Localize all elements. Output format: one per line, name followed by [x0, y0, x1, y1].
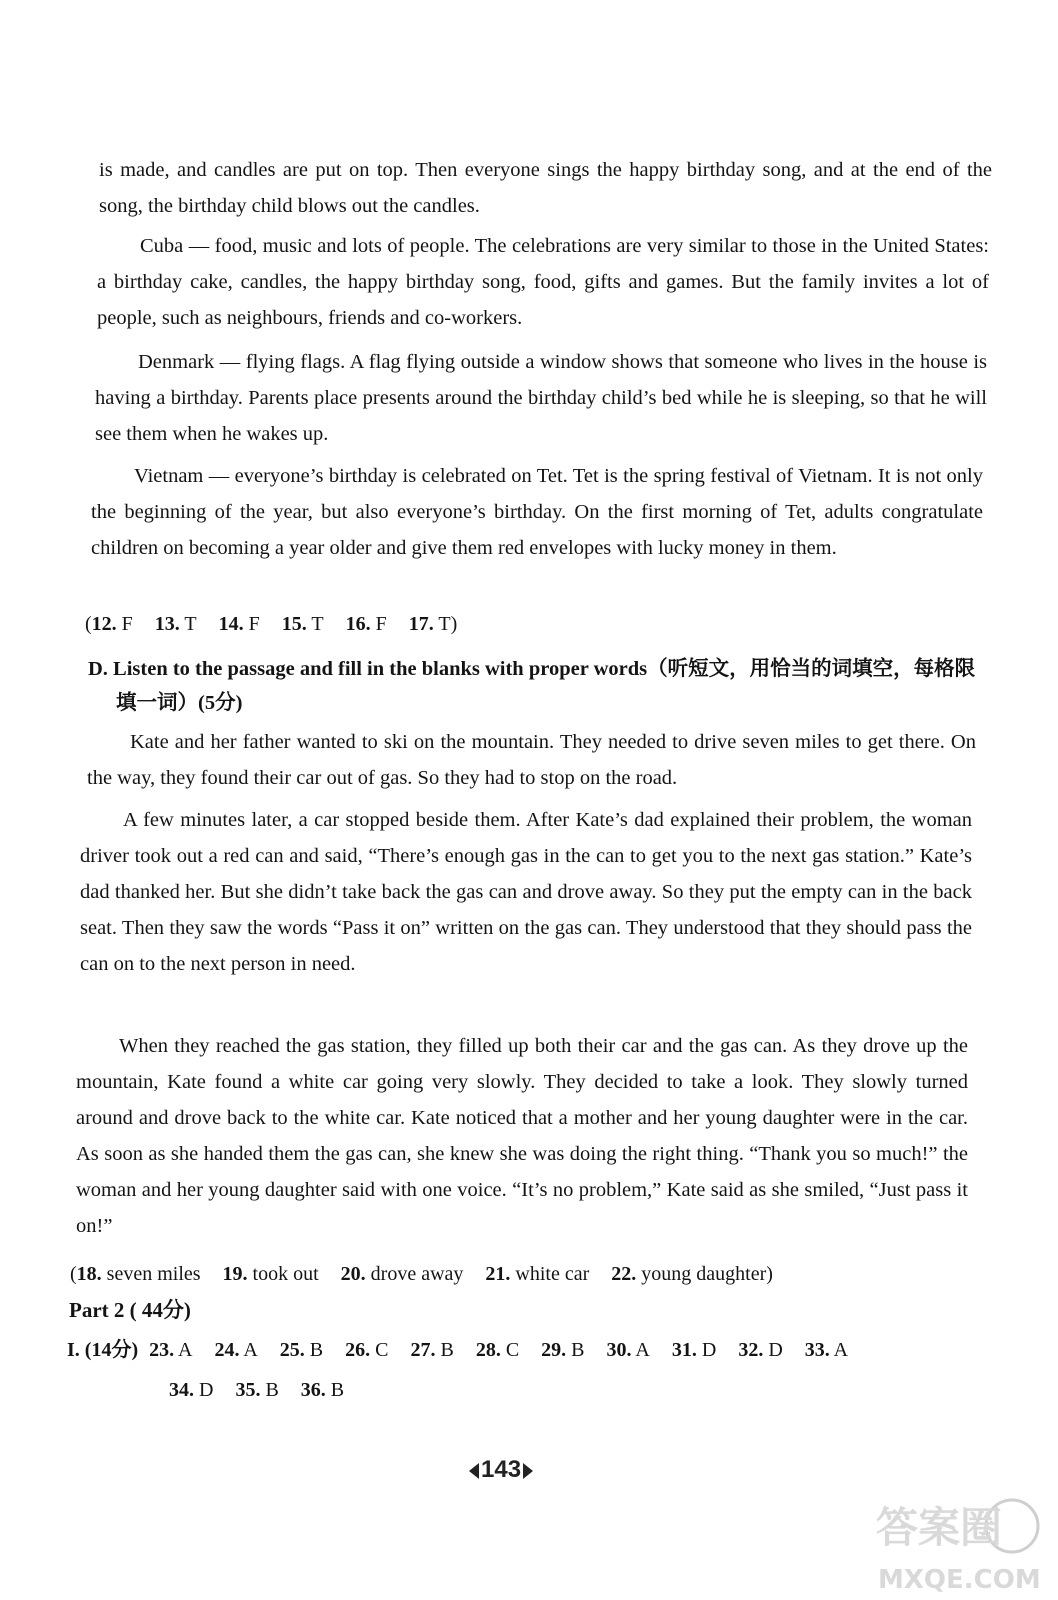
answer-item — [169, 1379, 213, 1401]
answer-number: 22. — [611, 1263, 637, 1285]
answer-number: 24. — [214, 1339, 240, 1361]
answer-value: C — [370, 1339, 389, 1361]
passage-c-paragraph-denmark: Denmark — flying flags. A flag flying outside a window shows that someone who lives in the house is having a birthday. Parents place presents around the birthday child’s bed while he is sleeping, so that he will see them when he wakes up. — [95, 351, 987, 445]
part-2-section-i-row-1 — [67, 1334, 848, 1366]
answer-value: B — [566, 1339, 585, 1361]
answer-item — [346, 613, 387, 635]
answer-number: 29. — [541, 1339, 567, 1361]
answer-value: A — [174, 1339, 193, 1361]
passage-d-paragraph-1: Kate and her father wanted to ski on the mountain. They needed to drive seven miles to get there. On the way, they found their car out of gas. So they had to stop on the road. — [87, 731, 976, 789]
answer-value: A — [631, 1339, 650, 1361]
answer-number: 14. — [218, 613, 244, 635]
answer-value: A — [829, 1339, 849, 1361]
answer-number: 15. — [281, 613, 307, 635]
answer-item — [410, 1339, 453, 1361]
answer-value: B — [325, 1379, 345, 1401]
answer-number: 34. — [169, 1379, 194, 1401]
answer-number: 27. — [410, 1339, 436, 1361]
answer-number: 16. — [345, 613, 371, 635]
section-d-heading — [88, 652, 980, 720]
part-2-section-i-row-2 — [169, 1374, 344, 1406]
answer-value: young daughter — [636, 1263, 767, 1285]
answer-item — [805, 1339, 848, 1361]
answer-item — [409, 613, 451, 635]
answer-item — [282, 613, 324, 635]
passage-c-paragraph-vietnam: Vietnam — everyone’s birthday is celebrated on Tet. Tet is the spring festival of Vietnam. It is not only the beginning of the year, but also everyone’s birthday. On the first morning of Tet, adults congratulate children on becoming a year older and give them red envelopes with lucky money in them. — [91, 465, 983, 559]
part-2-section-i-label: I. (14分) — [67, 1339, 139, 1361]
answer-item — [77, 1263, 201, 1285]
page-number-text: 143 — [481, 1456, 522, 1483]
passage-c-paragraph-cuba: Cuba — food, music and lots of people. The celebrations are very similar to those in the United States: a birthday cake, candles, the happy birthday song, food, gifts and games. But the family invites a lot of people, such as neighbours, friends and co-workers. — [97, 235, 989, 329]
answer-item — [738, 1339, 782, 1361]
answer-item — [345, 1339, 388, 1361]
answer-number: 31. — [671, 1339, 697, 1361]
answer-item — [485, 1263, 589, 1285]
answer-value: white car — [510, 1263, 590, 1285]
answer-value: T — [306, 613, 324, 635]
answer-value: seven miles — [101, 1263, 201, 1285]
answer-value: D — [194, 1379, 214, 1401]
answer-number: 13. — [154, 613, 180, 635]
answer-number: 35. — [235, 1379, 261, 1401]
triangle-left-icon — [469, 1463, 479, 1479]
answer-number: 12. — [91, 613, 117, 635]
site-watermark-logo — [872, 1490, 1050, 1596]
answer-value: C — [500, 1339, 520, 1361]
answer-value: A — [239, 1339, 258, 1361]
answer-value: D — [696, 1339, 717, 1361]
answer-number: 28. — [475, 1339, 501, 1361]
answer-item — [280, 1339, 323, 1361]
section-d-heading-text: D. Listen to the passage and fill in the blanks with proper words（听短文，用恰当的词填空，每格限填一词）(5分) — [88, 658, 976, 714]
answer-value: F — [116, 613, 133, 635]
answer-item — [149, 1339, 192, 1361]
answer-item — [155, 613, 197, 635]
answer-item — [219, 613, 260, 635]
answer-number: 33. — [804, 1339, 830, 1361]
passage-c-paragraph-1: is made, and candles are put on top. Then everyone sings the happy birthday song, and at the end of the song, the birthday child blows out the candles. — [99, 159, 992, 217]
answer-value: T — [433, 613, 451, 635]
answer-value: B — [435, 1339, 454, 1361]
answer-value: drove away — [365, 1263, 464, 1285]
answer-item — [541, 1339, 584, 1361]
answer-number: 30. — [606, 1339, 632, 1361]
answer-value: B — [260, 1379, 279, 1401]
part-2-title: Part 2 ( 44分) — [69, 1298, 191, 1322]
triangle-right-icon — [523, 1463, 533, 1479]
answer-value: D — [763, 1339, 783, 1361]
watermark-bottom-text: MXQE.COM — [878, 1565, 1041, 1595]
watermark-top-text: 答案圈 — [876, 1503, 1003, 1552]
answer-item — [607, 1339, 650, 1361]
answer-number: 21. — [485, 1263, 511, 1285]
answer-item — [476, 1339, 519, 1361]
answer-number: 17. — [408, 613, 434, 635]
passage-d-paragraph-3: When they reached the gas station, they filled up both their car and the gas can. As they drove up the mountain, Kate found a white car going very slowly. They decided to take a look. They slowly turned around and drove back to the white car. Kate noticed that a mother and her young daughter were in the car. As soon as she handed them the gas can, she knew she was doing the right thing. “Thank you so much!” the woman and her young daughter said with one voice. “It’s no problem,” Kate said as she smiled, “Just pass it on!” — [76, 1035, 968, 1237]
answers-18-22: (18. seven miles 19. took out 20. drove away 21. white car 22. young daughter) — [70, 1263, 773, 1285]
answer-item — [672, 1339, 716, 1361]
answer-item — [214, 1339, 257, 1361]
answer-number: 23. — [149, 1339, 175, 1361]
answer-item — [235, 1379, 278, 1401]
answer-value: took out — [247, 1263, 319, 1285]
passage-d-paragraph-2: A few minutes later, a car stopped beside them. After Kate’s dad explained their problem, the woman driver took out a red can and said, “There’s enough gas in the can to get you to the next gas station.” Kate’s dad thanked her. But she didn’t take back the gas can and drove away. So they put the empty can in the back seat. Then they saw the words “Pass it on” written on the gas can. They understood that they should pass the can on to the next person in need. — [80, 809, 972, 975]
answer-item — [611, 1263, 766, 1285]
answer-value: F — [370, 613, 387, 635]
answer-number: 25. — [279, 1339, 305, 1361]
answer-number: 18. — [76, 1263, 102, 1285]
answer-number: 26. — [345, 1339, 371, 1361]
answer-item — [301, 1379, 344, 1401]
answer-number: 36. — [300, 1379, 326, 1401]
answer-value: T — [179, 613, 197, 635]
answer-number: 20. — [340, 1263, 366, 1285]
answer-item — [223, 1263, 319, 1285]
answer-number: 32. — [738, 1339, 764, 1361]
answers-12-17: (12. F 13. T 14. F 15. T 16. F 17. T) — [85, 613, 458, 635]
answer-value: B — [304, 1339, 324, 1361]
answer-item — [92, 613, 133, 635]
page-number — [469, 1456, 533, 1484]
answer-item — [341, 1263, 464, 1285]
answer-value: F — [243, 613, 260, 635]
answer-number: 19. — [222, 1263, 248, 1285]
